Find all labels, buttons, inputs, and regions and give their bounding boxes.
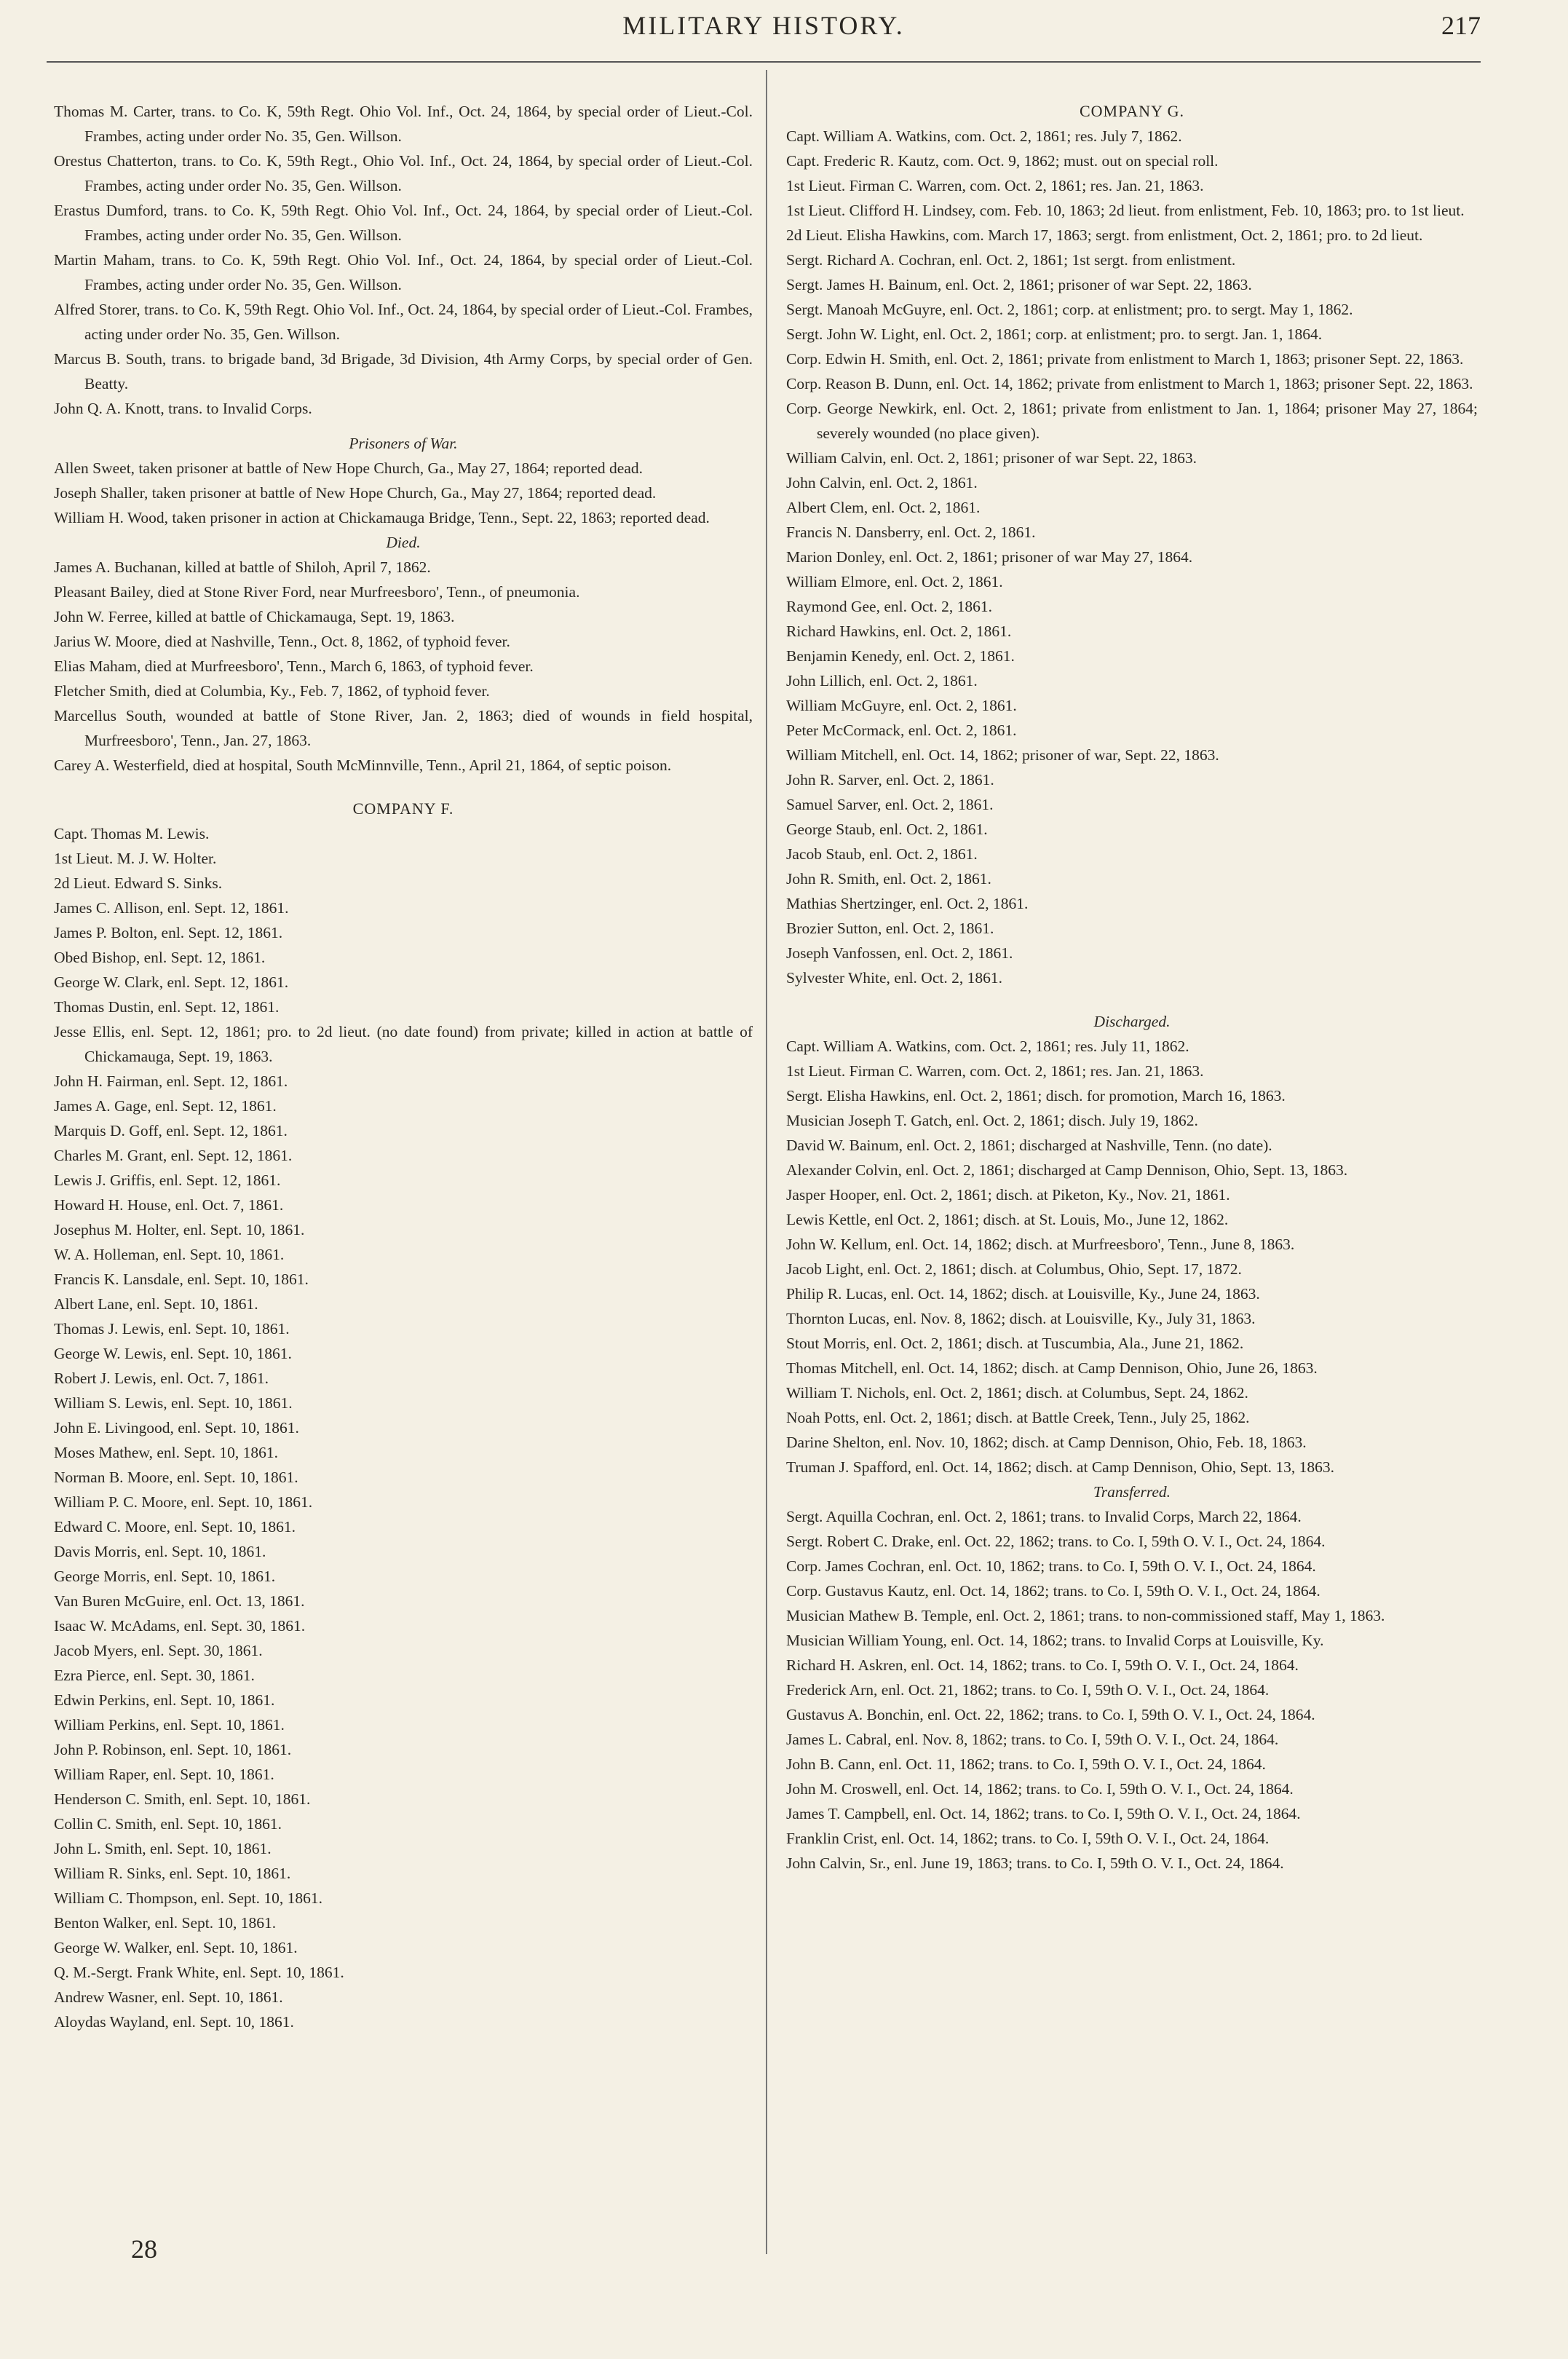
roster-entry: Franklin Crist, enl. Oct. 14, 1862; trans. to Co. I, 59th O. V. I., Oct. 24, 1864. [786, 1830, 1270, 1847]
transferred-list [786, 1504, 1478, 1876]
column-divider [766, 70, 767, 2254]
roster-entry: Capt. William A. Watkins, com. Oct. 2, 1861; res. July 7, 1862. [786, 127, 1182, 145]
running-title: MILITARY HISTORY. [622, 11, 905, 40]
roster-entry: John W. Ferree, killed at battle of Chickamauga, Sept. 19, 1863. [54, 608, 455, 625]
roster-entry: 2d Lieut. Elisha Hawkins, com. March 17, 1863; sergt. from enlistment, Oct. 2, 1861; pro. to 2d lieut. [786, 226, 1423, 244]
roster-entry: Lewis Kettle, enl Oct. 2, 1861; disch. at St. Louis, Mo., June 12, 1862. [786, 1211, 1229, 1228]
roster-entry: Thomas M. Carter, trans. to Co. K, 59th Regt. Ohio Vol. Inf., Oct. 24, 1864, by special order of Lieut.-Col. Frambes, acting under order No. 35, Gen. Willson. [54, 103, 753, 145]
roster-entry: James T. Campbell, enl. Oct. 14, 1862; trans. to Co. I, 59th O. V. I., Oct. 24, 1864. [786, 1805, 1301, 1822]
roster-entry: W. A. Holleman, enl. Sept. 10, 1861. [54, 1246, 285, 1263]
roster-entry: Sylvester White, enl. Oct. 2, 1861. [786, 969, 1002, 987]
roster-entry: Jesse Ellis, enl. Sept. 12, 1861; pro. to 2d lieut. (no date found) from private; killed in action at battle of Chickamauga, Sept. 19, 1863. [54, 1023, 753, 1065]
roster-entry: George Morris, enl. Sept. 10, 1861. [54, 1568, 276, 1585]
discharged-heading: Discharged. [1093, 1013, 1171, 1030]
roster-entry: William Calvin, enl. Oct. 2, 1861; prisoner of war Sept. 22, 1863. [786, 449, 1197, 467]
roster-entry: Corp. Edwin H. Smith, enl. Oct. 2, 1861; private from enlistment to March 1, 1863; prisoner Sept. 22, 1863. [786, 350, 1464, 368]
roster-entry: Robert J. Lewis, enl. Oct. 7, 1861. [54, 1370, 269, 1387]
roster-entry: Jasper Hooper, enl. Oct. 2, 1861; disch. at Piketon, Ky., Nov. 21, 1861. [786, 1186, 1230, 1204]
roster-entry: Sergt. Richard A. Cochran, enl. Oct. 2, 1861; 1st sergt. from enlistment. [786, 251, 1236, 269]
roster-entry: 2d Lieut. Edward S. Sinks. [54, 874, 223, 892]
company-f-heading: COMPANY F. [352, 799, 454, 818]
header-rule [47, 61, 1481, 63]
discharged-list [786, 1034, 1478, 1479]
roster-entry: Sergt. James H. Bainum, enl. Oct. 2, 1861; prisoner of war Sept. 22, 1863. [786, 276, 1252, 293]
roster-entry: William S. Lewis, enl. Sept. 10, 1861. [54, 1394, 293, 1412]
roster-entry: Q. M.-Sergt. Frank White, enl. Sept. 10, 1861. [54, 1964, 344, 1981]
roster-entry: Ezra Pierce, enl. Sept. 30, 1861. [54, 1667, 255, 1684]
roster-entry: Raymond Gee, enl. Oct. 2, 1861. [786, 598, 993, 615]
roster-entry: Marcellus South, wounded at battle of Stone River, Jan. 2, 1863; died of wounds in field hospital, Murfreesboro', Tenn., Jan. 27, 1863. [54, 707, 753, 749]
roster-entry: Gustavus A. Bonchin, enl. Oct. 22, 1862; trans. to Co. I, 59th O. V. I., Oct. 24, 1864. [786, 1706, 1315, 1723]
signature-number: 28 [131, 2234, 157, 2264]
roster-entry: Capt. Thomas M. Lewis. [54, 825, 210, 842]
roster-entry: George W. Lewis, enl. Sept. 10, 1861. [54, 1345, 292, 1362]
roster-entry: William H. Wood, taken prisoner in action at Chickamauga Bridge, Tenn., Sept. 22, 1863; reported dead. [54, 509, 710, 526]
roster-entry: Sergt. Robert C. Drake, enl. Oct. 22, 1862; trans. to Co. I, 59th O. V. I., Oct. 24, 1864. [786, 1533, 1326, 1550]
roster-entry: Samuel Sarver, enl. Oct. 2, 1861. [786, 796, 994, 813]
roster-entry: Corp. Reason B. Dunn, enl. Oct. 14, 1862; private from enlistment to March 1, 1863; prisoner Sept. 22, 1863. [786, 375, 1473, 392]
roster-entry: Brozier Sutton, enl. Oct. 2, 1861. [786, 920, 994, 937]
roster-entry: William P. C. Moore, enl. Sept. 10, 1861. [54, 1493, 313, 1511]
roster-entry: Henderson C. Smith, enl. Sept. 10, 1861. [54, 1790, 311, 1808]
roster-entry: Joseph Vanfossen, enl. Oct. 2, 1861. [786, 944, 1013, 962]
roster-entry: Noah Potts, enl. Oct. 2, 1861; disch. at Battle Creek, Tenn., July 25, 1862. [786, 1409, 1250, 1426]
roster-entry: Collin C. Smith, enl. Sept. 10, 1861. [54, 1815, 282, 1833]
roster-entry: Richard Hawkins, enl. Oct. 2, 1861. [786, 623, 1012, 640]
roster-entry: John R. Sarver, enl. Oct. 2, 1861. [786, 771, 994, 789]
roster-entry: William Mitchell, enl. Oct. 14, 1862; prisoner of war, Sept. 22, 1863. [786, 746, 1219, 764]
roster-entry: Richard H. Askren, enl. Oct. 14, 1862; trans. to Co. I, 59th O. V. I., Oct. 24, 1864. [786, 1656, 1299, 1674]
roster-entry: Darine Shelton, enl. Nov. 10, 1862; disch. at Camp Dennison, Ohio, Feb. 18, 1863. [786, 1434, 1307, 1451]
roster-entry: 1st Lieut. Firman C. Warren, com. Oct. 2, 1861; res. Jan. 21, 1863. [786, 177, 1204, 194]
roster-entry: Jacob Staub, enl. Oct. 2, 1861. [786, 845, 978, 863]
roster-entry: David W. Bainum, enl. Oct. 2, 1861; discharged at Nashville, Tenn. (no date). [786, 1137, 1272, 1154]
page-header [47, 10, 1481, 51]
roster-entry: Albert Clem, enl. Oct. 2, 1861. [786, 499, 981, 516]
roster-entry: Alexander Colvin, enl. Oct. 2, 1861; discharged at Camp Dennison, Ohio, Sept. 13, 1863. [786, 1161, 1348, 1179]
roster-entry: John W. Kellum, enl. Oct. 14, 1862; disch. at Murfreesboro', Tenn., June 8, 1863. [786, 1236, 1295, 1253]
died-heading: Died. [386, 534, 421, 551]
roster-entry: Corp. James Cochran, enl. Oct. 10, 1862; trans. to Co. I, 59th O. V. I., Oct. 24, 1864. [786, 1557, 1316, 1575]
roster-entry: Thomas Dustin, enl. Sept. 12, 1861. [54, 998, 280, 1016]
roster-entry: John Calvin, Sr., enl. June 19, 1863; trans. to Co. I, 59th O. V. I., Oct. 24, 1864. [786, 1854, 1284, 1872]
roster-entry: Fletcher Smith, died at Columbia, Ky., Feb. 7, 1862, of typhoid fever. [54, 682, 490, 700]
roster-entry: Benjamin Kenedy, enl. Oct. 2, 1861. [786, 647, 1015, 665]
roster-entry: Sergt. Aquilla Cochran, enl. Oct. 2, 1861; trans. to Invalid Corps, March 22, 1864. [786, 1508, 1302, 1525]
roster-entry: Musician Joseph T. Gatch, enl. Oct. 2, 1861; disch. July 19, 1862. [786, 1112, 1198, 1129]
roster-entry: Carey A. Westerfield, died at hospital, South McMinnville, Tenn., April 21, 1864, of septic poison. [54, 756, 672, 774]
died-list [54, 555, 753, 778]
roster-entry: Thomas Mitchell, enl. Oct. 14, 1862; disch. at Camp Dennison, Ohio, June 26, 1863. [786, 1359, 1318, 1377]
roster-entry: Jacob Light, enl. Oct. 2, 1861; disch. at Columbus, Ohio, Sept. 17, 1872. [786, 1260, 1242, 1278]
roster-entry: Corp. Gustavus Kautz, enl. Oct. 14, 1862; trans. to Co. I, 59th O. V. I., Oct. 24, 1864. [786, 1582, 1320, 1600]
roster-entry: John E. Livingood, enl. Sept. 10, 1861. [54, 1419, 299, 1437]
roster-entry: James C. Allison, enl. Sept. 12, 1861. [54, 899, 289, 917]
right-column [786, 99, 1478, 1876]
roster-entry: George W. Walker, enl. Sept. 10, 1861. [54, 1939, 298, 1956]
roster-entry: John Calvin, enl. Oct. 2, 1861. [786, 474, 978, 491]
roster-entry: William McGuyre, enl. Oct. 2, 1861. [786, 697, 1017, 714]
transferred-top-list [54, 99, 753, 421]
roster-entry: Aloydas Wayland, enl. Sept. 10, 1861. [54, 2013, 294, 2031]
roster-entry: Benton Walker, enl. Sept. 10, 1861. [54, 1914, 277, 1932]
prisoners-list [54, 456, 753, 530]
roster-entry: William T. Nichols, enl. Oct. 2, 1861; disch. at Columbus, Sept. 24, 1862. [786, 1384, 1248, 1402]
roster-entry: Philip R. Lucas, enl. Oct. 14, 1862; disch. at Louisville, Ky., June 24, 1863. [786, 1285, 1260, 1303]
roster-entry: Marion Donley, enl. Oct. 2, 1861; prisoner of war May 27, 1864. [786, 548, 1193, 566]
roster-entry: Isaac W. McAdams, enl. Sept. 30, 1861. [54, 1617, 306, 1635]
roster-entry: Sergt. John W. Light, enl. Oct. 2, 1861; corp. at enlistment; pro. to sergt. Jan. 1, 1864. [786, 325, 1323, 343]
roster-entry: Marquis D. Goff, enl. Sept. 12, 1861. [54, 1122, 288, 1139]
roster-entry: Frederick Arn, enl. Oct. 21, 1862; trans. to Co. I, 59th O. V. I., Oct. 24, 1864. [786, 1681, 1270, 1699]
roster-entry: Erastus Dumford, trans. to Co. K, 59th Regt. Ohio Vol. Inf., Oct. 24, 1864, by special order of Lieut.-Col. Frambes, acting under order No. 35, Gen. Willson. [54, 202, 753, 244]
roster-entry: Edward C. Moore, enl. Sept. 10, 1861. [54, 1518, 296, 1536]
roster-entry: Capt. William A. Watkins, com. Oct. 2, 1861; res. July 11, 1862. [786, 1038, 1189, 1055]
roster-entry: Stout Morris, enl. Oct. 2, 1861; disch. at Tuscumbia, Ala., June 21, 1862. [786, 1335, 1244, 1352]
roster-entry: George Staub, enl. Oct. 2, 1861. [786, 821, 988, 838]
roster-entry: James L. Cabral, enl. Nov. 8, 1862; trans. to Co. I, 59th O. V. I., Oct. 24, 1864. [786, 1731, 1279, 1748]
roster-entry: Charles M. Grant, enl. Sept. 12, 1861. [54, 1147, 293, 1164]
roster-entry: John P. Robinson, enl. Sept. 10, 1861. [54, 1741, 292, 1758]
roster-entry: Musician Mathew B. Temple, enl. Oct. 2, 1861; trans. to non-commissioned staff, May 1, 1863. [786, 1607, 1385, 1624]
roster-entry: 1st Lieut. M. J. W. Holter. [54, 850, 217, 867]
roster-entry: John H. Fairman, enl. Sept. 12, 1861. [54, 1072, 288, 1090]
roster-entry: John L. Smith, enl. Sept. 10, 1861. [54, 1840, 272, 1857]
roster-entry: Sergt. Manoah McGuyre, enl. Oct. 2, 1861; corp. at enlistment; pro. to sergt. May 1, 1862. [786, 301, 1353, 318]
roster-entry: James P. Bolton, enl. Sept. 12, 1861. [54, 924, 283, 941]
left-column [54, 99, 753, 2034]
roster-entry: William R. Sinks, enl. Sept. 10, 1861. [54, 1865, 291, 1882]
roster-entry: Corp. George Newkirk, enl. Oct. 2, 1861; private from enlistment to Jan. 1, 1864; prisoner May 27, 1864; severely wounded (no place given). [786, 400, 1478, 442]
roster-entry: Orestus Chatterton, trans. to Co. K, 59th Regt., Ohio Vol. Inf., Oct. 24, 1864, by special order of Lieut.-Col. Frambes, acting under order No. 35, Gen. Willson. [54, 152, 753, 194]
roster-entry: Van Buren McGuire, enl. Oct. 13, 1861. [54, 1592, 305, 1610]
roster-entry: Musician William Young, enl. Oct. 14, 1862; trans. to Invalid Corps at Louisville, Ky. [786, 1632, 1324, 1649]
roster-entry: Josephus M. Holter, enl. Sept. 10, 1861. [54, 1221, 305, 1238]
roster-entry: John Lillich, enl. Oct. 2, 1861. [786, 672, 978, 689]
roster-entry: Truman J. Spafford, enl. Oct. 14, 1862; disch. at Camp Dennison, Ohio, Sept. 13, 1863. [786, 1458, 1335, 1476]
company-g-list [786, 124, 1478, 990]
transferred-heading: Transferred. [1093, 1483, 1171, 1501]
roster-entry: Thornton Lucas, enl. Nov. 8, 1862; disch. at Louisville, Ky., July 31, 1863. [786, 1310, 1256, 1327]
company-f-list [54, 821, 753, 2034]
roster-entry: Davis Morris, enl. Sept. 10, 1861. [54, 1543, 266, 1560]
roster-entry: Joseph Shaller, taken prisoner at battle of New Hope Church, Ga., May 27, 1864; reported dead. [54, 484, 657, 502]
roster-entry: Jacob Myers, enl. Sept. 30, 1861. [54, 1642, 263, 1659]
roster-entry: Obed Bishop, enl. Sept. 12, 1861. [54, 949, 266, 966]
roster-entry: Mathias Shertzinger, enl. Oct. 2, 1861. [786, 895, 1029, 912]
roster-entry: William Perkins, enl. Sept. 10, 1861. [54, 1716, 285, 1734]
roster-entry: William C. Thompson, enl. Sept. 10, 1861. [54, 1889, 323, 1907]
roster-entry: 1st Lieut. Firman C. Warren, com. Oct. 2, 1861; res. Jan. 21, 1863. [786, 1062, 1204, 1080]
roster-entry: Marcus B. South, trans. to brigade band, 3d Brigade, 3d Division, 4th Army Corps, by special order of Gen. Beatty. [54, 350, 753, 392]
roster-entry: Capt. Frederic R. Kautz, com. Oct. 9, 1862; must. out on special roll. [786, 152, 1219, 170]
roster-entry: Moses Mathew, enl. Sept. 10, 1861. [54, 1444, 278, 1461]
page-number: 217 [1441, 11, 1481, 40]
roster-entry: Albert Lane, enl. Sept. 10, 1861. [54, 1295, 258, 1313]
roster-entry: Peter McCormack, enl. Oct. 2, 1861. [786, 722, 1017, 739]
roster-entry: John R. Smith, enl. Oct. 2, 1861. [786, 870, 991, 888]
roster-entry: William Raper, enl. Sept. 10, 1861. [54, 1766, 274, 1783]
roster-entry: Allen Sweet, taken prisoner at battle of New Hope Church, Ga., May 27, 1864; reported dead. [54, 459, 644, 477]
roster-entry: John B. Cann, enl. Oct. 11, 1862; trans. to Co. I, 59th O. V. I., Oct. 24, 1864. [786, 1755, 1266, 1773]
roster-entry: Edwin Perkins, enl. Sept. 10, 1861. [54, 1691, 275, 1709]
roster-entry: Thomas J. Lewis, enl. Sept. 10, 1861. [54, 1320, 290, 1337]
roster-entry: James A. Buchanan, killed at battle of Shiloh, April 7, 1862. [54, 558, 431, 576]
company-g-heading: COMPANY G. [1079, 102, 1185, 120]
roster-entry: Jarius W. Moore, died at Nashville, Tenn., Oct. 8, 1862, of typhoid fever. [54, 633, 510, 650]
roster-entry: Elias Maham, died at Murfreesboro', Tenn., March 6, 1863, of typhoid fever. [54, 657, 534, 675]
prisoners-heading: Prisoners of War. [349, 435, 458, 452]
roster-entry: Sergt. Elisha Hawkins, enl. Oct. 2, 1861; disch. for promotion, March 16, 1863. [786, 1087, 1286, 1105]
roster-entry: James A. Gage, enl. Sept. 12, 1861. [54, 1097, 277, 1115]
roster-entry: Norman B. Moore, enl. Sept. 10, 1861. [54, 1469, 298, 1486]
roster-entry: Lewis J. Griffis, enl. Sept. 12, 1861. [54, 1171, 281, 1189]
roster-entry: Howard H. House, enl. Oct. 7, 1861. [54, 1196, 284, 1214]
roster-entry: Francis K. Lansdale, enl. Sept. 10, 1861. [54, 1271, 309, 1288]
roster-entry: Martin Maham, trans. to Co. K, 59th Regt. Ohio Vol. Inf., Oct. 24, 1864, by special order of Lieut.-Col. Frambes, acting under order No. 35, Gen. Willson. [54, 251, 753, 293]
roster-entry: John Q. A. Knott, trans. to Invalid Corps. [54, 400, 312, 417]
roster-entry: Alfred Storer, trans. to Co. K, 59th Regt. Ohio Vol. Inf., Oct. 24, 1864, by special order of Lieut.-Col. Frambes, acting under order No. 35, Gen. Willson. [54, 301, 753, 343]
roster-entry: 1st Lieut. Clifford H. Lindsey, com. Feb. 10, 1863; 2d lieut. from enlistment, Feb. 10, 1863; pro. to 1st lieut. [786, 202, 1465, 219]
roster-entry: George W. Clark, enl. Sept. 12, 1861. [54, 973, 289, 991]
roster-entry: John M. Croswell, enl. Oct. 14, 1862; trans. to Co. I, 59th O. V. I., Oct. 24, 1864. [786, 1780, 1294, 1798]
roster-entry: Pleasant Bailey, died at Stone River Ford, near Murfreesboro', Tenn., of pneumonia. [54, 583, 580, 601]
roster-entry: Andrew Wasner, enl. Sept. 10, 1861. [54, 1988, 283, 2006]
roster-entry: William Elmore, enl. Oct. 2, 1861. [786, 573, 1003, 590]
roster-entry: Francis N. Dansberry, enl. Oct. 2, 1861. [786, 523, 1036, 541]
